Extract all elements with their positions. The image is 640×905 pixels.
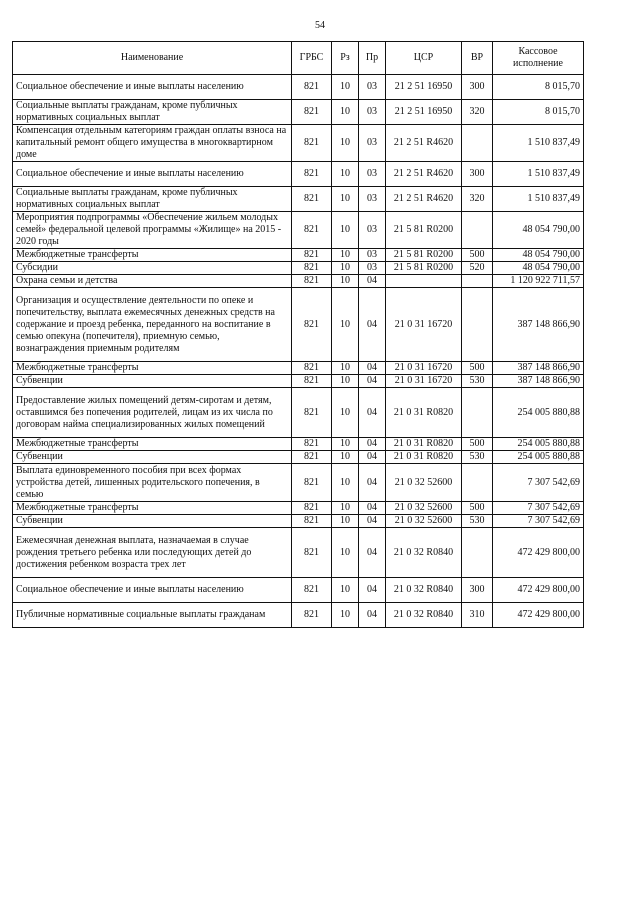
row-vr: 300 bbox=[462, 578, 493, 603]
row-rz: 10 bbox=[332, 187, 359, 212]
header-grbs: ГРБС bbox=[292, 42, 332, 75]
table-row bbox=[13, 212, 584, 249]
row-grbs: 821 bbox=[292, 125, 332, 162]
row-vr bbox=[462, 388, 493, 438]
row-vr: 310 bbox=[462, 603, 493, 628]
table-row bbox=[13, 375, 584, 388]
row-grbs: 821 bbox=[292, 288, 332, 362]
row-csr: 21 0 31 16720 bbox=[386, 288, 462, 362]
row-rz: 10 bbox=[332, 515, 359, 528]
row-amount: 387 148 866,90 bbox=[493, 362, 584, 375]
row-pr: 04 bbox=[359, 275, 386, 288]
row-name: Социальное обеспечение и иные выплаты населению bbox=[13, 75, 292, 100]
row-vr bbox=[462, 464, 493, 502]
row-pr: 03 bbox=[359, 249, 386, 262]
table-row bbox=[13, 288, 584, 362]
row-amount: 8 015,70 bbox=[493, 100, 584, 125]
row-name: Предоставление жилых помещений детям-сиротам и детям, оставшимся без попечения родителей, лицам из их числа по договорам найма специализированных жилых помещений bbox=[13, 388, 292, 438]
row-amount: 472 429 800,00 bbox=[493, 528, 584, 578]
row-name: Компенсация отдельным категориям граждан оплаты взноса на капитальный ремонт общего имущества в многоквартирном доме bbox=[13, 125, 292, 162]
row-rz: 10 bbox=[332, 528, 359, 578]
table-row bbox=[13, 515, 584, 528]
header-rz: Рз bbox=[332, 42, 359, 75]
header-csr: ЦСР bbox=[386, 42, 462, 75]
row-name: Субвенции bbox=[13, 375, 292, 388]
row-amount: 8 015,70 bbox=[493, 75, 584, 100]
row-name: Межбюджетные трансферты bbox=[13, 249, 292, 262]
row-name: Публичные нормативные социальные выплаты гражданам bbox=[13, 603, 292, 628]
row-rz: 10 bbox=[332, 125, 359, 162]
row-csr: 21 0 32 R0840 bbox=[386, 528, 462, 578]
row-grbs: 821 bbox=[292, 388, 332, 438]
row-grbs: 821 bbox=[292, 75, 332, 100]
table-row bbox=[13, 502, 584, 515]
row-csr: 21 0 31 16720 bbox=[386, 375, 462, 388]
row-amount: 7 307 542,69 bbox=[493, 464, 584, 502]
row-rz: 10 bbox=[332, 362, 359, 375]
row-amount: 7 307 542,69 bbox=[493, 502, 584, 515]
row-amount: 254 005 880,88 bbox=[493, 451, 584, 464]
row-grbs: 821 bbox=[292, 438, 332, 451]
header-amount: Кассовое исполнение bbox=[493, 42, 584, 75]
row-name: Субвенции bbox=[13, 451, 292, 464]
row-name: Охрана семьи и детства bbox=[13, 275, 292, 288]
table-row bbox=[13, 249, 584, 262]
row-csr: 21 2 51 16950 bbox=[386, 75, 462, 100]
table-row bbox=[13, 578, 584, 603]
row-csr: 21 5 81 R0200 bbox=[386, 262, 462, 275]
table-row bbox=[13, 451, 584, 464]
row-grbs: 821 bbox=[292, 578, 332, 603]
row-grbs: 821 bbox=[292, 451, 332, 464]
table-row bbox=[13, 162, 584, 187]
row-name: Социальное обеспечение и иные выплаты населению bbox=[13, 162, 292, 187]
row-name: Субсидии bbox=[13, 262, 292, 275]
row-rz: 10 bbox=[332, 275, 359, 288]
row-csr: 21 0 31 R0820 bbox=[386, 438, 462, 451]
table-row bbox=[13, 388, 584, 438]
row-rz: 10 bbox=[332, 288, 359, 362]
row-csr: 21 0 31 R0820 bbox=[386, 388, 462, 438]
row-csr: 21 2 51 R4620 bbox=[386, 187, 462, 212]
row-rz: 10 bbox=[332, 502, 359, 515]
row-name: Межбюджетные трансферты bbox=[13, 438, 292, 451]
row-pr: 04 bbox=[359, 451, 386, 464]
row-amount: 254 005 880,88 bbox=[493, 388, 584, 438]
row-amount: 387 148 866,90 bbox=[493, 288, 584, 362]
row-csr: 21 2 51 16950 bbox=[386, 100, 462, 125]
row-grbs: 821 bbox=[292, 262, 332, 275]
header-pr: Пр bbox=[359, 42, 386, 75]
row-pr: 03 bbox=[359, 100, 386, 125]
row-rz: 10 bbox=[332, 75, 359, 100]
row-name: Выплата единовременного пособия при всех формах устройства детей, лишенных родительского попечения, в семью bbox=[13, 464, 292, 502]
row-grbs: 821 bbox=[292, 528, 332, 578]
row-grbs: 821 bbox=[292, 502, 332, 515]
row-csr: 21 2 51 R4620 bbox=[386, 162, 462, 187]
row-pr: 03 bbox=[359, 162, 386, 187]
row-rz: 10 bbox=[332, 100, 359, 125]
row-csr: 21 0 32 R0840 bbox=[386, 578, 462, 603]
row-grbs: 821 bbox=[292, 162, 332, 187]
row-rz: 10 bbox=[332, 262, 359, 275]
row-grbs: 821 bbox=[292, 603, 332, 628]
row-grbs: 821 bbox=[292, 362, 332, 375]
row-pr: 04 bbox=[359, 464, 386, 502]
row-pr: 04 bbox=[359, 578, 386, 603]
row-csr bbox=[386, 275, 462, 288]
row-vr: 530 bbox=[462, 375, 493, 388]
row-pr: 04 bbox=[359, 362, 386, 375]
row-pr: 03 bbox=[359, 212, 386, 249]
row-vr bbox=[462, 212, 493, 249]
table-row bbox=[13, 528, 584, 578]
row-vr: 500 bbox=[462, 249, 493, 262]
table-row bbox=[13, 362, 584, 375]
row-rz: 10 bbox=[332, 603, 359, 628]
row-vr: 300 bbox=[462, 75, 493, 100]
row-pr: 03 bbox=[359, 262, 386, 275]
table-row bbox=[13, 187, 584, 212]
row-vr bbox=[462, 528, 493, 578]
row-amount: 1 510 837,49 bbox=[493, 162, 584, 187]
row-pr: 03 bbox=[359, 75, 386, 100]
table-row bbox=[13, 262, 584, 275]
row-grbs: 821 bbox=[292, 187, 332, 212]
header-name: Наименование bbox=[13, 42, 292, 75]
row-pr: 03 bbox=[359, 187, 386, 212]
page-number: 54 bbox=[315, 20, 325, 31]
row-pr: 04 bbox=[359, 375, 386, 388]
table-row bbox=[13, 75, 584, 100]
table-row bbox=[13, 275, 584, 288]
row-grbs: 821 bbox=[292, 100, 332, 125]
row-pr: 03 bbox=[359, 125, 386, 162]
row-name: Ежемесячная денежная выплата, назначаемая в случае рождения третьего ребенка или последующих детей до достижения ребенком возраста трех лет bbox=[13, 528, 292, 578]
row-vr: 320 bbox=[462, 100, 493, 125]
row-csr: 21 0 31 R0820 bbox=[386, 451, 462, 464]
header-vr: ВР bbox=[462, 42, 493, 75]
row-name: Межбюджетные трансферты bbox=[13, 362, 292, 375]
row-name: Организация и осуществление деятельности по опеке и попечительству, выплата ежемесячных денежных средств на содержание и проезд ребенка, переданного на воспитание в семью опекуна (попечителя), приемную семью, вознаграждения приемным родителям bbox=[13, 288, 292, 362]
table-row bbox=[13, 100, 584, 125]
row-name: Мероприятия подпрограммы «Обеспечение жильем молодых семей» федеральной целевой программы «Жилище» на 2015 - 2020 годы bbox=[13, 212, 292, 249]
table-body bbox=[13, 75, 584, 628]
row-name: Межбюджетные трансферты bbox=[13, 502, 292, 515]
row-csr: 21 2 51 R4620 bbox=[386, 125, 462, 162]
row-csr: 21 0 31 16720 bbox=[386, 362, 462, 375]
row-vr: 530 bbox=[462, 515, 493, 528]
row-amount: 48 054 790,00 bbox=[493, 249, 584, 262]
row-csr: 21 0 32 52600 bbox=[386, 502, 462, 515]
row-name: Социальное обеспечение и иные выплаты населению bbox=[13, 578, 292, 603]
row-amount: 48 054 790,00 bbox=[493, 262, 584, 275]
row-grbs: 821 bbox=[292, 212, 332, 249]
row-name: Субвенции bbox=[13, 515, 292, 528]
table-row bbox=[13, 125, 584, 162]
row-rz: 10 bbox=[332, 451, 359, 464]
row-rz: 10 bbox=[332, 438, 359, 451]
table-row bbox=[13, 464, 584, 502]
row-pr: 04 bbox=[359, 515, 386, 528]
table-row bbox=[13, 438, 584, 451]
row-csr: 21 5 81 R0200 bbox=[386, 212, 462, 249]
row-csr: 21 0 32 52600 bbox=[386, 515, 462, 528]
row-pr: 04 bbox=[359, 388, 386, 438]
row-name: Социальные выплаты гражданам, кроме публичных нормативных социальных выплат bbox=[13, 187, 292, 212]
row-vr: 320 bbox=[462, 187, 493, 212]
row-vr bbox=[462, 288, 493, 362]
row-csr: 21 0 32 52600 bbox=[386, 464, 462, 502]
row-grbs: 821 bbox=[292, 515, 332, 528]
row-amount: 472 429 800,00 bbox=[493, 578, 584, 603]
row-rz: 10 bbox=[332, 162, 359, 187]
row-grbs: 821 bbox=[292, 375, 332, 388]
row-amount: 48 054 790,00 bbox=[493, 212, 584, 249]
row-grbs: 821 bbox=[292, 249, 332, 262]
row-amount: 1 510 837,49 bbox=[493, 187, 584, 212]
table-header bbox=[13, 42, 584, 75]
row-amount: 7 307 542,69 bbox=[493, 515, 584, 528]
row-vr: 500 bbox=[462, 438, 493, 451]
row-amount: 1 120 922 711,57 bbox=[493, 275, 584, 288]
row-amount: 387 148 866,90 bbox=[493, 375, 584, 388]
row-rz: 10 bbox=[332, 578, 359, 603]
row-vr: 530 bbox=[462, 451, 493, 464]
row-csr: 21 5 81 R0200 bbox=[386, 249, 462, 262]
row-vr: 520 bbox=[462, 262, 493, 275]
row-vr: 500 bbox=[462, 502, 493, 515]
budget-execution-table bbox=[12, 41, 584, 628]
table-row bbox=[13, 603, 584, 628]
row-pr: 04 bbox=[359, 603, 386, 628]
row-name: Социальные выплаты гражданам, кроме публичных нормативных социальных выплат bbox=[13, 100, 292, 125]
row-amount: 472 429 800,00 bbox=[493, 603, 584, 628]
row-grbs: 821 bbox=[292, 464, 332, 502]
row-pr: 04 bbox=[359, 528, 386, 578]
row-amount: 1 510 837,49 bbox=[493, 125, 584, 162]
row-vr: 300 bbox=[462, 162, 493, 187]
row-vr: 500 bbox=[462, 362, 493, 375]
row-vr bbox=[462, 125, 493, 162]
row-pr: 04 bbox=[359, 438, 386, 451]
row-rz: 10 bbox=[332, 375, 359, 388]
row-rz: 10 bbox=[332, 212, 359, 249]
row-rz: 10 bbox=[332, 249, 359, 262]
row-pr: 04 bbox=[359, 502, 386, 515]
row-rz: 10 bbox=[332, 464, 359, 502]
row-pr: 04 bbox=[359, 288, 386, 362]
row-vr bbox=[462, 275, 493, 288]
row-amount: 254 005 880,88 bbox=[493, 438, 584, 451]
row-grbs: 821 bbox=[292, 275, 332, 288]
row-rz: 10 bbox=[332, 388, 359, 438]
row-csr: 21 0 32 R0840 bbox=[386, 603, 462, 628]
